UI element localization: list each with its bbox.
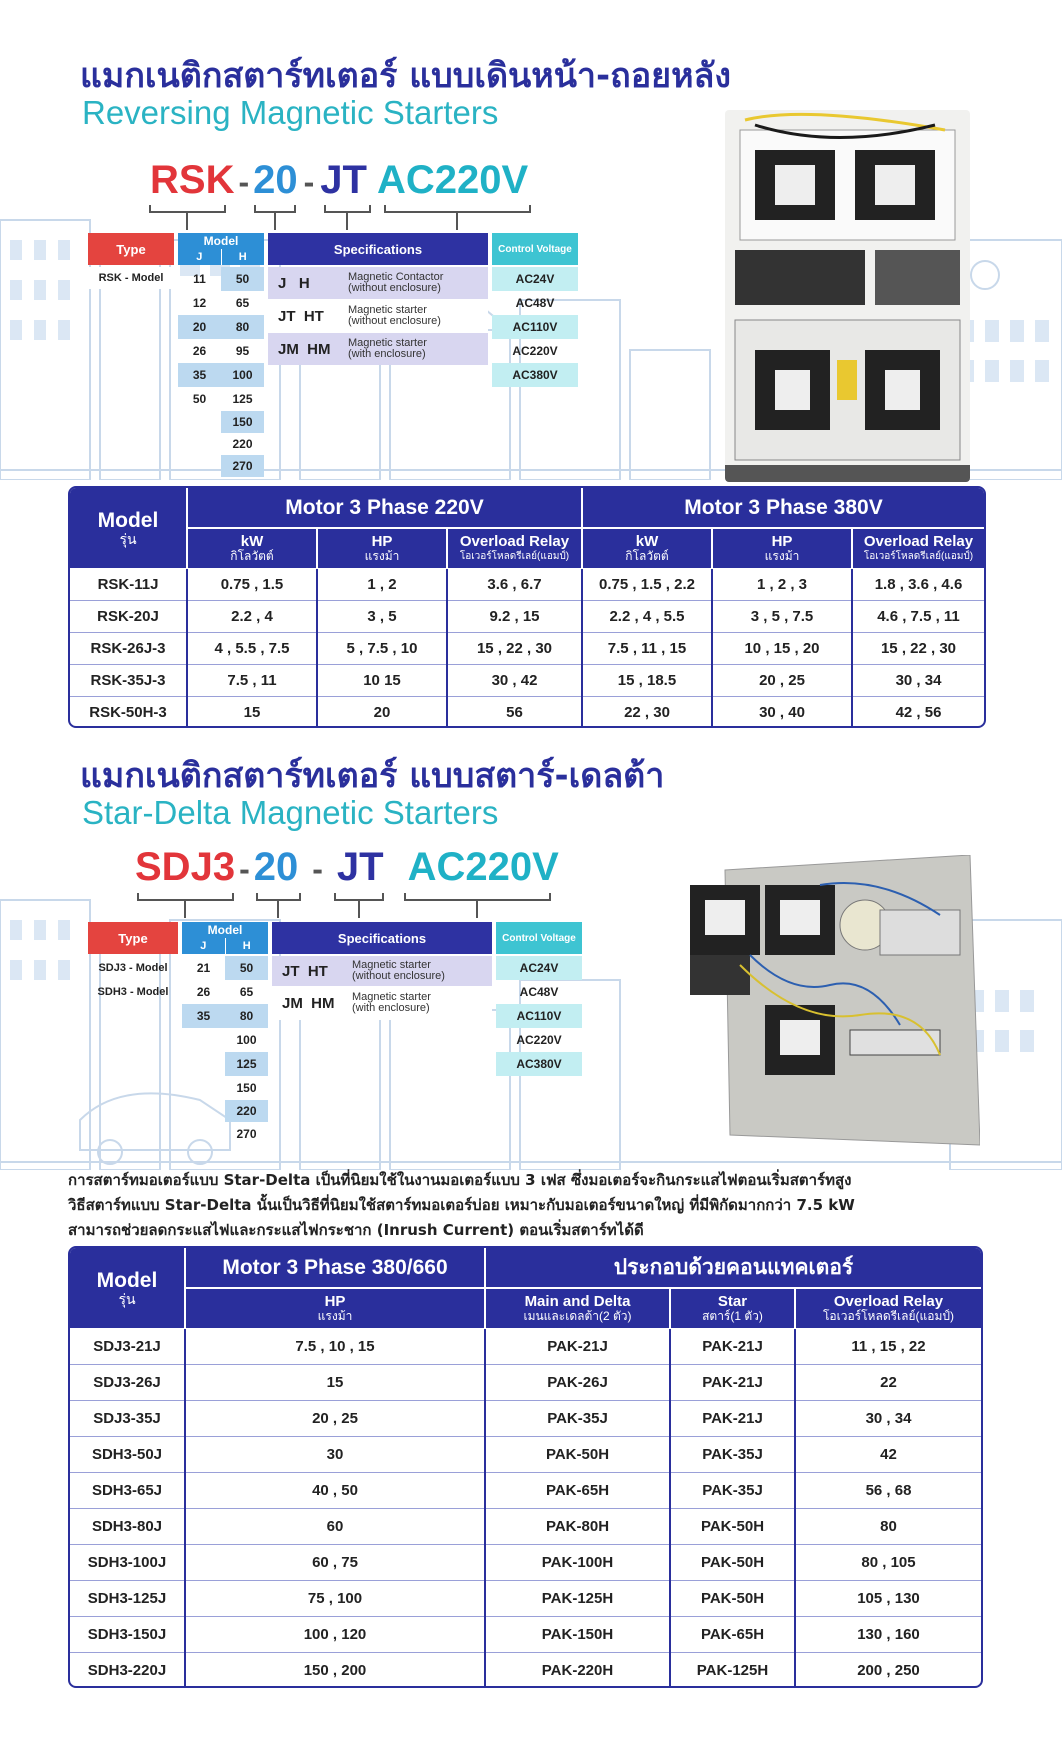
cell-value: PAK-50H [485,1436,670,1472]
spec-header: Specifications [272,922,492,954]
cell-value: 200 , 250 [857,1661,920,1679]
col-header [185,1288,485,1328]
star-delta-starter-photo [680,855,980,1155]
model-h-value: 125 [225,1052,268,1076]
table-row [70,1508,981,1544]
spec-desc: Magnetic starter [348,304,427,316]
col-header-sublabel: กิโลวัตต์ [625,549,669,564]
model-h-header: H [242,940,251,952]
voltage-value: AC110V [492,315,578,339]
model-h-value: 220 [225,1100,268,1122]
cell-value: 3 , 5 [317,600,447,632]
section2-title-english: Star-Delta Magnetic Starters [82,794,499,831]
spec-desc: Magnetic starter [352,991,431,1003]
col-header [485,1288,670,1328]
table-row [70,1364,981,1400]
cell-model: RSK-35J-3 [70,664,187,696]
cell-value: 80 , 105 [795,1544,981,1580]
code-voltage-part: AC220V [376,158,529,202]
spec-list [268,267,488,365]
cell-value: PAK-100H [485,1544,670,1580]
cell-value: PAK-35J [670,1472,795,1508]
description-line: วิธีสตาร์ทแบบ Star-Delta นั้นเป็นวิธีที่นิยมใช้สตาร์ทมอเตอร์บ่อย เหมาะกับมอเตอร์ขนาดใหญ่ ที่มีพิกัดมากกว่า 7.5 kW [68,1196,855,1214]
voltage-header: Control Voltage [492,233,578,265]
code-type-part: RSK [150,158,235,202]
cell-value: 20 , 25 [185,1400,485,1436]
model-header: Model [207,923,243,937]
cell-value: 20 , 25 [712,664,852,696]
table-group-motor: Motor 3 Phase 380/660 [185,1248,485,1288]
col-header [447,528,582,568]
cell-value: PAK-50H [670,1508,795,1544]
cell-value: 30 , 34 [852,664,984,696]
table-row [70,600,984,632]
model-h-value: 150 [221,411,264,433]
model-j-header: J [182,938,226,954]
cell-model: SDJ3-26J [70,1364,185,1400]
cell-value: 15 , 18.5 [582,664,712,696]
code-separator: - [303,164,315,200]
code-brackets [135,888,555,922]
table-row [70,1436,981,1472]
cell-value: PAK-125H [485,1580,670,1616]
cell-value: 3.6 , 6.7 [447,568,582,600]
cell-value: 1.8 , 3.6 , 4.6 [852,568,984,600]
cell-model: SDH3-50J [70,1436,185,1472]
spec-code: JT HT [282,962,328,980]
cell-value: PAK-21J [670,1364,795,1400]
cell-value: 9.2 , 15 [447,600,582,632]
code-type-part: SDJ3 [135,845,236,889]
star-delta-description [68,1168,993,1243]
cell-value: PAK-65H [485,1472,670,1508]
cell-value: 15 [185,1364,485,1400]
cell-value: 40 , 50 [185,1472,485,1508]
model-h-value: 80 [221,315,264,339]
table-row [70,1472,981,1508]
spec-list [272,956,492,1020]
spec-desc-note: (without enclosure) [348,282,441,294]
voltage-value: AC220V [512,344,558,358]
cell-value: 30 [185,1436,485,1472]
model-h-value: 80 [225,1004,268,1028]
cell-value: 30 , 40 [712,696,852,728]
col-header-sublabel: สตาร์(1 ตัว) [702,1309,763,1324]
table-row [70,696,984,728]
code-separator: - [238,164,250,200]
cell-value: 60 [185,1508,485,1544]
code-voltage-part: AC220V [407,845,559,889]
col-header-sublabel: กิโลวัตต์ [230,549,274,564]
col-header-sublabel: โอเวอร์โหลดรีเลย์(แอมป์) [863,551,974,563]
col-header-label: HP [324,1293,346,1311]
cell-value: 30 , 34 [795,1400,981,1436]
cell-value: 60 , 75 [185,1544,485,1580]
model-j-value: 50 [192,392,207,406]
table-group-380v: Motor 3 Phase 380V [582,488,984,528]
col-header-sublabel: โอเวอร์โหลดรีเลย์(แอมป์) [459,551,570,563]
model-h-value: 100 [236,1033,257,1047]
star-delta-spec-table [68,1246,983,1688]
cell-model: RSK-11J [70,568,187,600]
section1-title-english: Reversing Magnetic Starters [82,94,499,131]
col-header [795,1288,981,1328]
cell-value: 80 [795,1508,981,1544]
model-h-value: 270 [221,455,264,477]
model-header-box [182,922,268,954]
col-header-sublabel: แรงม้า [764,549,800,564]
model-j-value: 11 [193,272,206,286]
model-h-value: 100 [221,363,264,387]
cell-value: 7.5 , 11 , 15 [582,632,712,664]
model-h-header: H [238,251,247,263]
table-model-header [70,1248,185,1328]
spec-row [272,956,492,986]
model-h-value: 65 [239,985,254,999]
cell-value: 20 [317,696,447,728]
cell-value: 4 , 5.5 , 7.5 [187,632,317,664]
model-list [182,956,268,1146]
col-header-sublabel: แรงม้า [364,549,400,564]
type-value: SDH3 - Model [97,986,169,998]
model-j-value: 12 [192,296,207,310]
col-header-label: Star [717,1293,748,1311]
voltage-list [496,956,582,1076]
cell-value: 150 , 200 [185,1652,485,1688]
spec-desc: Magnetic starter [348,337,427,349]
col-header-label: HP [371,533,393,551]
description-line: สามารถช่วยลดกระแสไฟและกระแสไฟกระชาก (Inrush Current) ตอนเริ่มสตาร์ทได้ดี [68,1221,644,1239]
cell-value: 11 , 15 , 22 [795,1328,981,1364]
table-row [70,664,984,696]
cell-value: 15 [187,696,317,728]
section1-title-thai: แมกเนติกสตาร์ทเตอร์ แบบเดินหน้า-ถอยหลัง [80,56,731,96]
col-header-sublabel: โอเวอร์โหลดรีเลย์(แอมป์) [822,1309,955,1324]
cell-value: 15 , 22 , 30 [852,632,984,664]
cell-model: SDH3-220J [70,1652,185,1688]
cell-value: PAK-35J [670,1436,795,1472]
cell-value: 2.2 , 4 [187,600,317,632]
section1-model-code [150,158,528,203]
code-spec-part: JT [336,845,384,889]
cell-value: PAK-50H [670,1544,795,1580]
model-j-value: 35 [182,1004,225,1028]
code-spec-part: JT [320,158,367,202]
col-header-label: Overload Relay [459,533,570,551]
section2-model-code [135,845,559,890]
model-header-box [178,233,264,265]
type-header: Type [88,233,174,265]
spec-code: J H [278,274,310,292]
cell-value: 3 , 5 , 7.5 [712,600,852,632]
model-h-value: 270 [236,1127,257,1141]
cell-value: PAK-21J [485,1328,670,1364]
cell-value: PAK-50H [670,1580,795,1616]
cell-model: RSK-26J-3 [70,632,187,664]
model-j-value: 20 [178,315,221,339]
col-header-label: Overload Relay [833,1293,944,1311]
model-j-value: 26 [192,344,207,358]
table-row [70,1544,981,1580]
col-header [712,528,852,568]
cell-value: 0.75 , 1.5 , 2.2 [582,568,712,600]
cell-model: RSK-50H-3 [70,696,187,728]
cell-value: PAK-80H [485,1508,670,1544]
cell-model: SDH3-65J [70,1472,185,1508]
col-header-label: HP [771,533,793,551]
cell-value: PAK-220H [485,1652,670,1688]
type-value: RSK - Model [88,267,174,289]
col-header-label: Overload Relay [863,533,974,551]
cell-value: PAK-21J [670,1328,795,1364]
table-model-sublabel: รุ่น [119,531,137,548]
cell-model: SDH3-100J [70,1544,185,1580]
col-header [187,528,317,568]
table-model-sublabel: รุ่น [118,1291,136,1308]
table-row [70,632,984,664]
cell-value: 2.2 , 4 , 5.5 [582,600,712,632]
model-h-value: 125 [232,392,253,406]
spec-row [268,299,488,333]
table-row [70,1652,981,1688]
model-h-value: 220 [232,437,253,451]
spec-code: JM HM [278,340,331,358]
cell-value: PAK-35J [485,1400,670,1436]
col-header [670,1288,795,1328]
table-row [70,1400,981,1436]
col-header-label: Main and Delta [524,1293,631,1311]
cell-value: 15 , 22 , 30 [447,632,582,664]
voltage-value: AC48V [515,296,555,310]
model-j-header: J [178,249,222,265]
voltage-list [492,267,578,387]
cell-value: 10 , 15 , 20 [712,632,852,664]
voltage-value: AC24V [496,956,582,980]
cell-model: SDH3-150J [70,1616,185,1652]
col-header [852,528,984,568]
table-row [70,1580,981,1616]
cell-value: 105 , 130 [795,1580,981,1616]
spec-desc: Magnetic starter [352,959,431,971]
model-h-value: 65 [235,296,250,310]
voltage-value: AC24V [492,267,578,291]
code-separator: - [312,851,323,887]
table-group-contactors: ประกอบด้วยคอนแทคเตอร์ [485,1248,981,1288]
spec-code: JT HT [278,307,324,325]
col-header-label: kW [240,533,264,551]
cell-value: 0.75 , 1.5 [187,568,317,600]
table-model-label: Model [96,1269,158,1293]
voltage-header: Control Voltage [496,922,582,954]
code-brackets [145,200,545,234]
cell-value: 10 15 [317,664,447,696]
voltage-value: AC110V [496,1004,582,1028]
cell-model: SDH3-125J [70,1580,185,1616]
voltage-value: AC380V [496,1052,582,1076]
col-header [317,528,447,568]
spec-desc-note: (with enclosure) [348,348,426,360]
model-j-value: 35 [178,363,221,387]
voltage-value: AC220V [516,1033,562,1047]
cell-model: SDJ3-35J [70,1400,185,1436]
col-header [582,528,712,568]
cell-value: PAK-26J [485,1364,670,1400]
table-model-label: Model [97,509,159,533]
cell-value: 4.6 , 7.5 , 11 [852,600,984,632]
model-h-value: 50 [221,267,264,291]
cell-value: 130 , 160 [795,1616,981,1652]
model-h-value: 95 [235,344,250,358]
cell-value: 1 , 2 , 3 [712,568,852,600]
cell-model: RSK-20J [70,600,187,632]
cell-value: 56 [447,696,582,728]
spec-row [272,986,492,1020]
cell-value: 22 [795,1364,981,1400]
code-model-part: 20 [253,845,299,889]
cell-value: PAK-150H [485,1616,670,1652]
spec-desc-note: (without enclosure) [352,970,445,982]
spec-code: JM HM [282,994,335,1012]
cell-value: PAK-125H [670,1652,795,1688]
type-header: Type [88,922,178,954]
table-model-header [70,488,187,568]
reversing-spec-table [68,486,986,728]
col-header-sublabel: เมนและเดลต้า(2 ตัว) [523,1309,632,1324]
cell-value: 42 , 56 [895,703,942,721]
cell-value: 5 , 7.5 , 10 [317,632,447,664]
model-header: Model [203,234,239,248]
reversing-starter-photo [725,110,970,482]
voltage-value: AC48V [519,985,559,999]
table-row [70,1616,981,1652]
code-model-part: 20 [253,158,298,202]
spec-desc-note: (without enclosure) [348,315,441,327]
model-j-value: 21 [196,961,211,975]
spec-desc: Magnetic Contactor [348,271,444,283]
cell-value: 22 , 30 [582,696,712,728]
model-j-value: 26 [196,985,211,999]
cell-value: 7.5 , 10 , 15 [185,1328,485,1364]
spec-header: Specifications [268,233,488,265]
description-line: การสตาร์ทมอเตอร์แบบ Star-Delta เป็นที่นิยมใช้ในงานมอเตอร์แบบ 3 เฟส ซึ่งมอเตอร์จะกินกระแสไฟตอนเริ่มสตาร์ทสูง [68,1171,852,1189]
cell-model: SDJ3-21J [70,1328,185,1364]
spec-row [268,267,488,299]
model-list [178,267,264,477]
spec-desc-note: (with enclosure) [352,1002,430,1014]
table-group-220v: Motor 3 Phase 220V [187,488,582,528]
model-h-value: 50 [225,956,268,980]
code-separator: - [239,851,250,887]
cell-value: 1 , 2 [317,568,447,600]
table-row [70,1328,981,1364]
cell-value: 100 , 120 [185,1616,485,1652]
table-row [70,568,984,600]
voltage-value: AC380V [492,363,578,387]
cell-value: 7.5 , 11 [187,664,317,696]
section2-title-thai: แมกเนติกสตาร์ทเตอร์ แบบสตาร์-เดลต้า [80,756,665,796]
cell-value: 56 , 68 [795,1472,981,1508]
col-header-sublabel: แรงม้า [317,1309,353,1324]
cell-value: PAK-65H [670,1616,795,1652]
cell-model: SDH3-80J [70,1508,185,1544]
spec-row [268,333,488,365]
cell-value: 42 [795,1436,981,1472]
cell-value: PAK-21J [670,1400,795,1436]
model-h-value: 150 [236,1081,257,1095]
cell-value: 75 , 100 [185,1580,485,1616]
cell-value: 30 , 42 [447,664,582,696]
col-header-label: kW [635,533,659,551]
type-value: SDJ3 - Model [98,962,168,974]
